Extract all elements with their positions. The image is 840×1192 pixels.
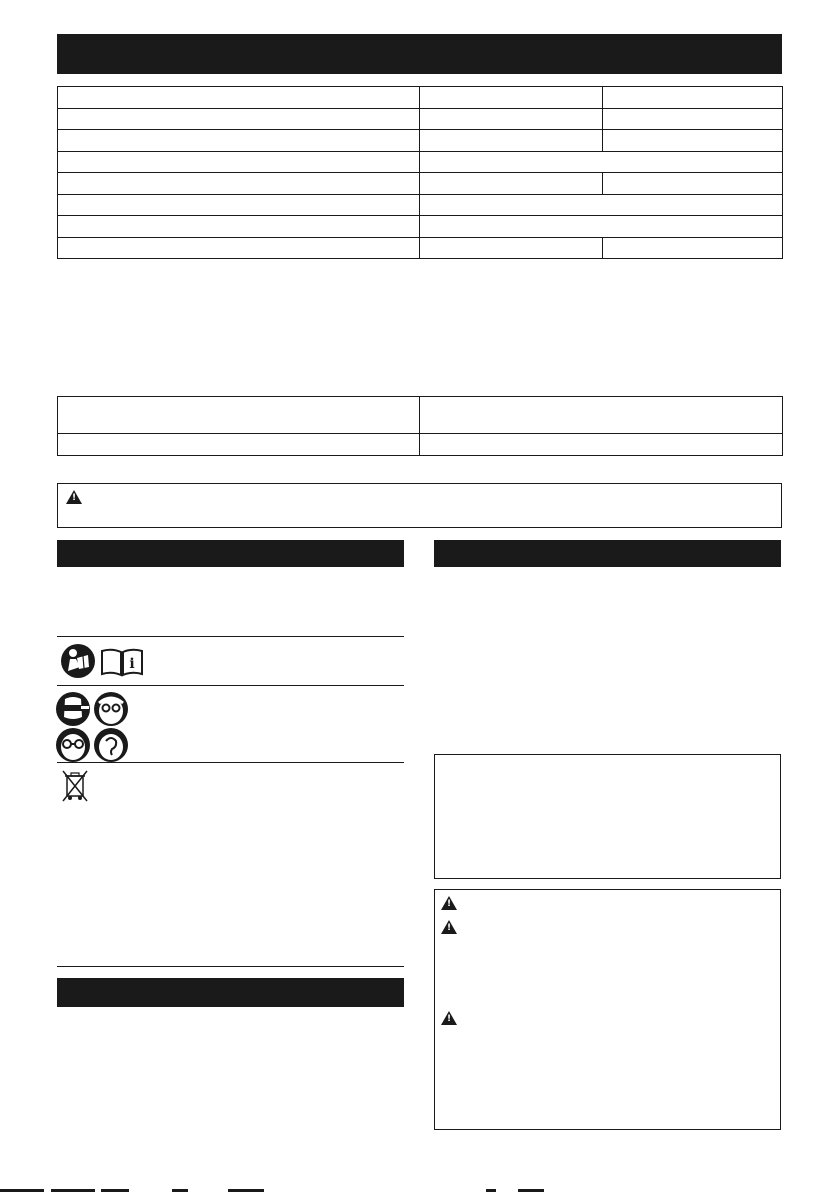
table-cell bbox=[603, 108, 783, 130]
table-cell bbox=[420, 216, 783, 238]
book-info-glyph: i bbox=[129, 656, 135, 672]
table-cell bbox=[58, 108, 420, 130]
table-row bbox=[58, 434, 783, 456]
divider bbox=[57, 966, 404, 967]
table-row bbox=[58, 397, 783, 434]
table-cell bbox=[420, 108, 603, 130]
table-cell bbox=[58, 237, 420, 259]
divider bbox=[57, 762, 404, 763]
note-box bbox=[434, 754, 781, 879]
table-cell bbox=[58, 130, 420, 152]
table-row bbox=[58, 194, 783, 216]
table-cell bbox=[420, 194, 783, 216]
specifications-header-bar bbox=[57, 34, 782, 74]
table-cell bbox=[58, 173, 420, 195]
table-cell bbox=[58, 434, 420, 456]
table-cell bbox=[420, 397, 783, 434]
table-row bbox=[58, 87, 783, 109]
read-manual-icon bbox=[60, 643, 96, 679]
safety-glasses-icon bbox=[55, 727, 91, 763]
table-cell bbox=[58, 194, 420, 216]
table-row bbox=[58, 130, 783, 152]
table-row bbox=[58, 237, 783, 259]
table-row bbox=[58, 151, 783, 173]
table-cell bbox=[58, 151, 420, 173]
table-cell bbox=[420, 130, 603, 152]
table-cell bbox=[58, 216, 420, 238]
table-cell bbox=[603, 237, 783, 259]
table-cell bbox=[420, 434, 783, 456]
ear-protection-icon bbox=[93, 727, 129, 763]
battery-table bbox=[57, 396, 782, 456]
table-cell bbox=[603, 173, 783, 195]
table-row bbox=[58, 173, 783, 195]
table-cell bbox=[603, 87, 783, 109]
symbols-header-bar bbox=[57, 540, 404, 567]
goggles-icon bbox=[93, 691, 129, 727]
divider bbox=[57, 685, 404, 686]
intended-use-header-bar bbox=[57, 978, 404, 1007]
table-cell bbox=[603, 130, 783, 152]
table-cell bbox=[420, 87, 603, 109]
table-cell bbox=[420, 173, 603, 195]
specifications-table bbox=[57, 86, 782, 259]
table-row bbox=[58, 108, 783, 130]
manual-info-book-icon bbox=[100, 647, 144, 677]
table-cell bbox=[58, 397, 420, 434]
warning-box: ! ! ! bbox=[434, 889, 781, 1130]
warning-banner: ! bbox=[57, 483, 782, 528]
table-row bbox=[58, 216, 783, 238]
table-cell bbox=[420, 151, 783, 173]
table-cell bbox=[420, 237, 603, 259]
crossed-bin-icon bbox=[60, 768, 90, 804]
table-cell bbox=[58, 87, 420, 109]
eye-protection-icon bbox=[55, 691, 91, 727]
divider bbox=[57, 636, 404, 637]
safety-header-bar bbox=[434, 540, 781, 567]
